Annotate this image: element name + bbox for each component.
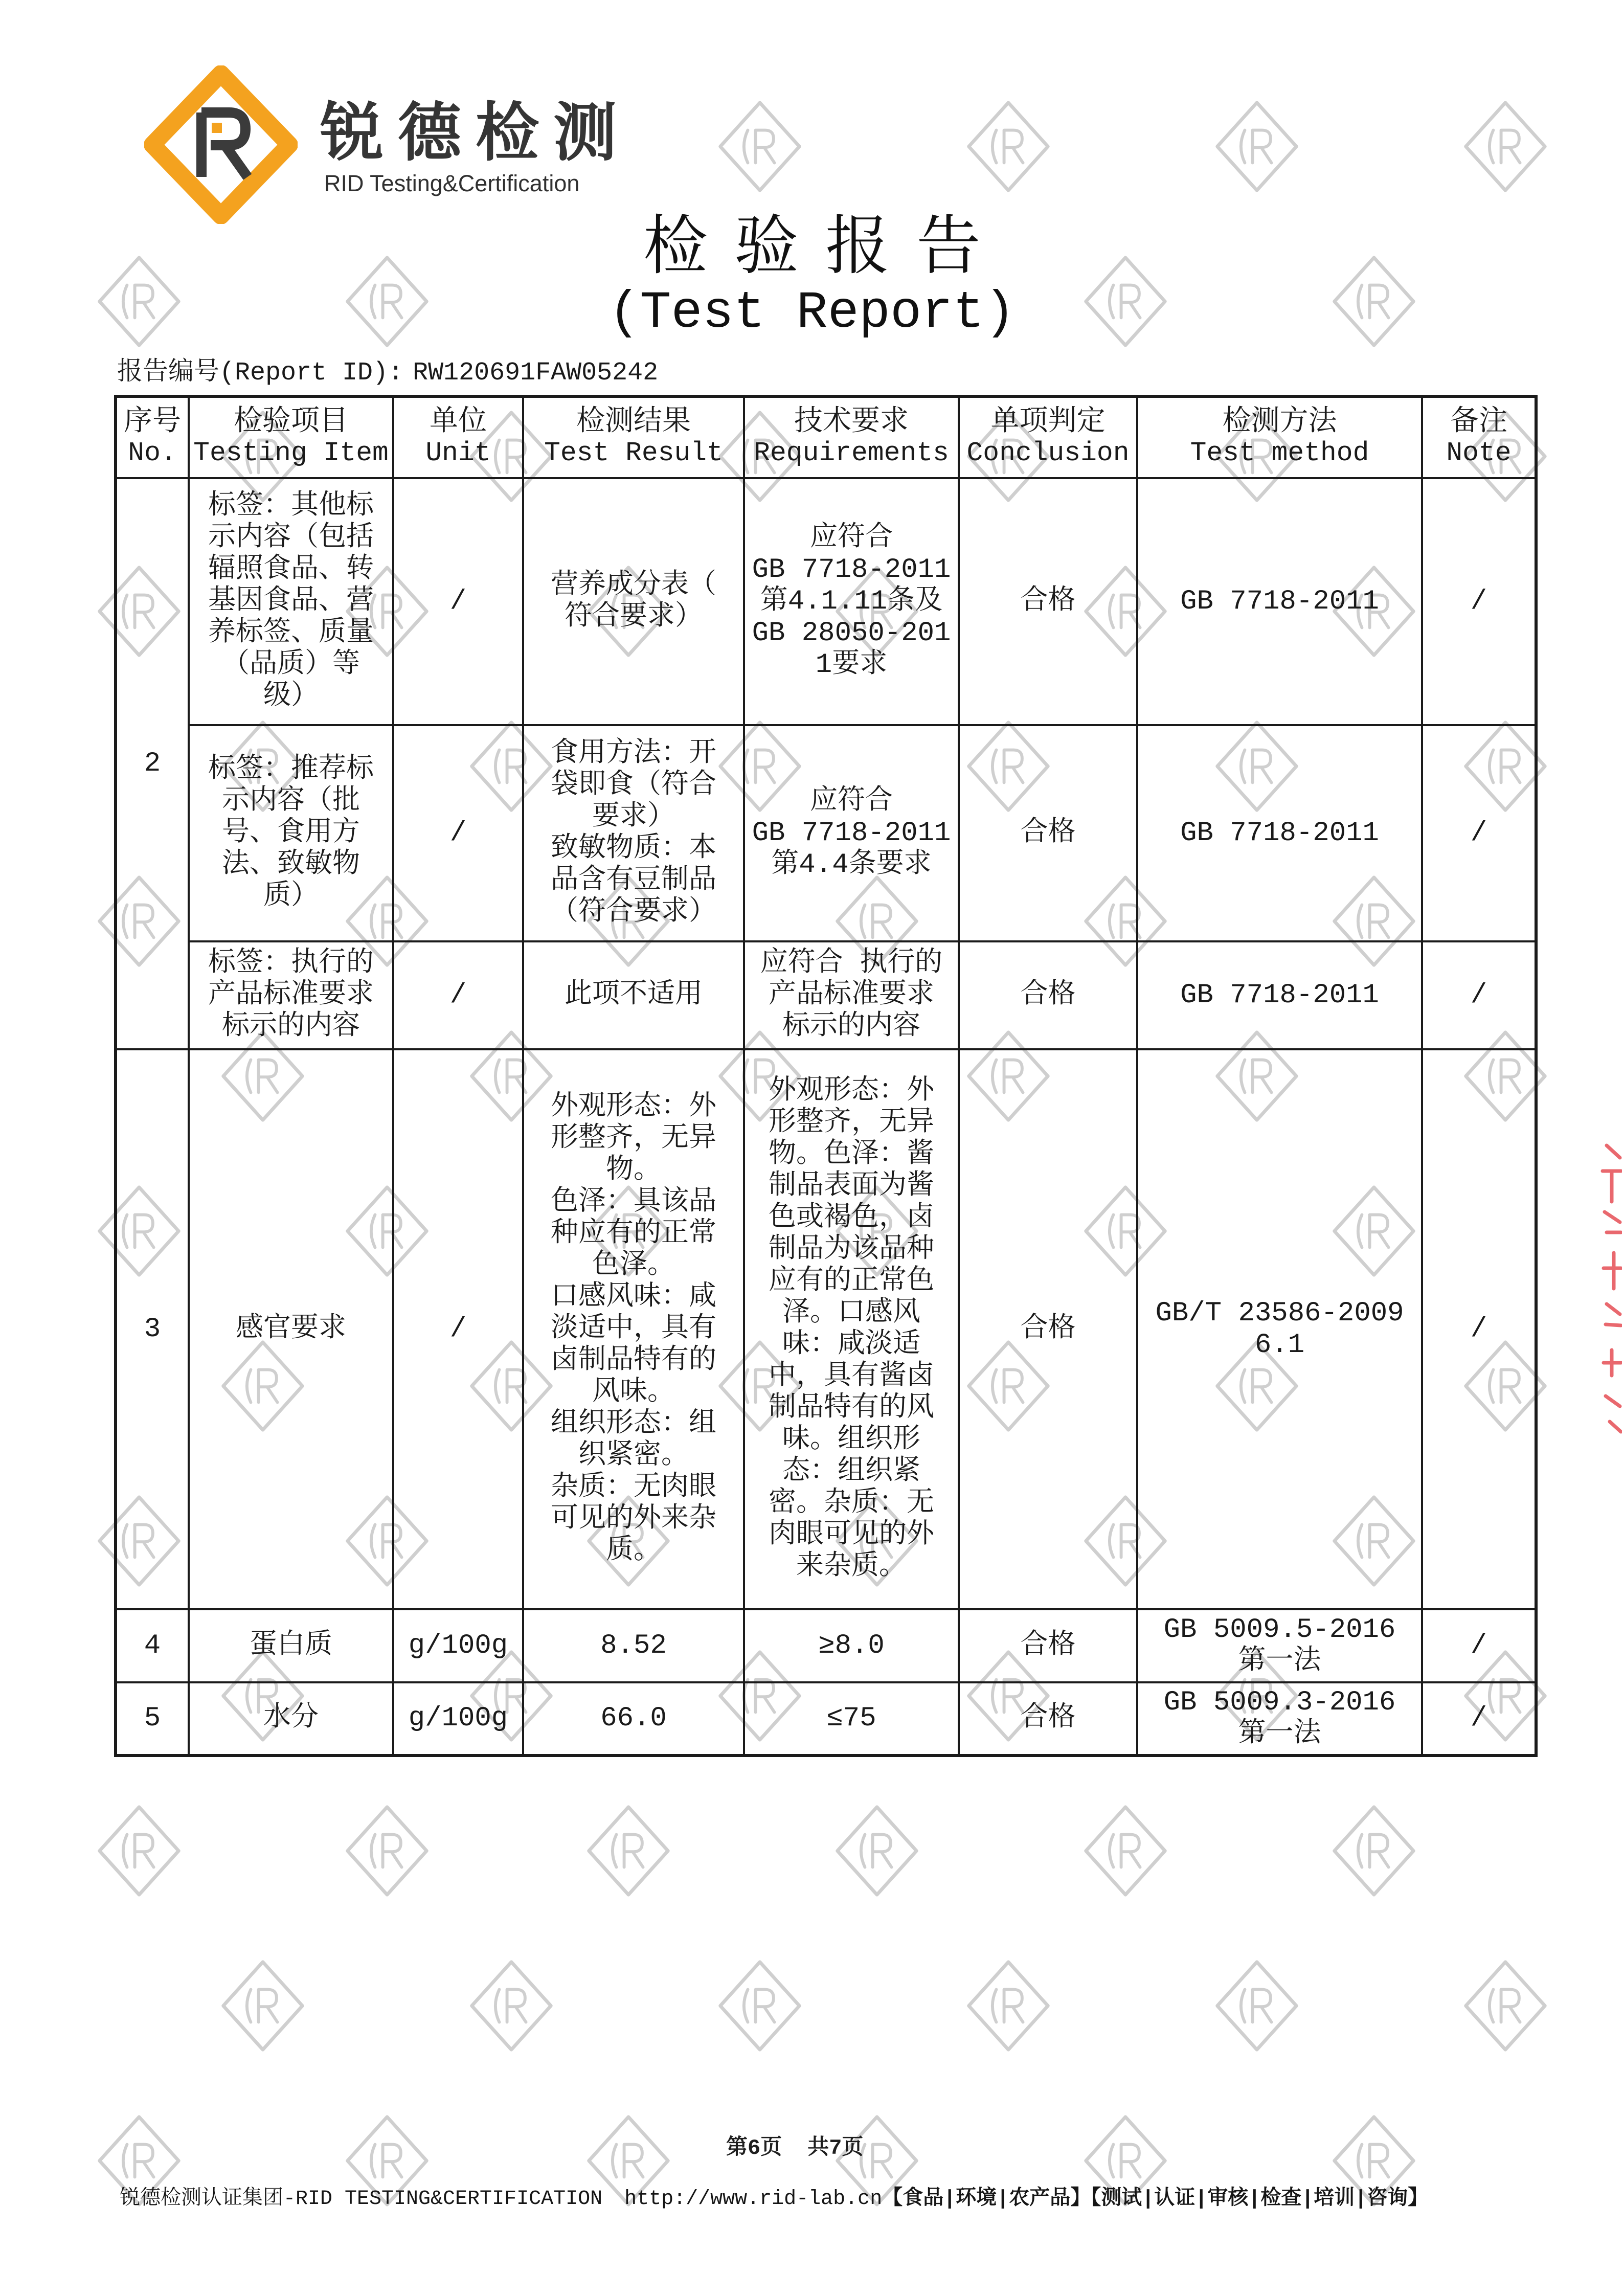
cell-note-line: /	[1470, 1703, 1487, 1734]
cell-requirement-line: 第4.1.11条及	[760, 586, 943, 617]
cell-unit	[393, 478, 523, 725]
cell-conclusion	[959, 725, 1137, 941]
cell-requirement-line: 制品为该品种	[769, 1234, 934, 1266]
cell-result	[523, 1049, 744, 1609]
cell-note	[1422, 725, 1536, 941]
cell-method	[1137, 941, 1422, 1049]
table-row	[116, 478, 1536, 725]
column-header-cn: 检测结果	[576, 406, 691, 439]
cell-no-value: 5	[144, 1703, 161, 1734]
cell-requirement-line: 来杂质。	[796, 1551, 907, 1583]
cell-result	[523, 1682, 744, 1755]
cell-no-value: 4	[144, 1630, 161, 1661]
watermark-icon	[833, 1804, 920, 1898]
cell-requirement-line: 应有的正常色	[769, 1266, 934, 1297]
column-header-en: Note	[1446, 437, 1512, 468]
cell-requirement	[744, 725, 959, 941]
cell-requirement-line: 制品特有的风	[769, 1392, 934, 1424]
table-row	[116, 1682, 1536, 1755]
footer-url: http://www.rid-lab.cn	[624, 2188, 883, 2211]
footer-line	[120, 2187, 1428, 2212]
watermark-icon	[344, 1804, 431, 1898]
company-name-cn: 锐德检测	[320, 98, 631, 168]
cell-item	[189, 725, 393, 941]
company-name-en: RID Testing&Certification	[324, 170, 580, 196]
cell-item-line: （品质）等	[222, 649, 360, 681]
cell-result-line: 可见的外来杂	[551, 1503, 716, 1535]
cell-result-line: 风味。	[592, 1377, 675, 1408]
cell-requirement-line: 应符合	[810, 522, 893, 554]
cell-note-line: /	[1470, 586, 1487, 617]
cell-item-line: 质）	[263, 881, 319, 912]
cell-unit-line: /	[449, 586, 467, 617]
cell-requirement	[744, 478, 959, 725]
cell-note	[1422, 1609, 1536, 1682]
cell-item	[189, 941, 393, 1049]
cell-method-line: GB 5009.3-2016	[1163, 1687, 1396, 1718]
cell-result-line: 质。	[606, 1535, 661, 1567]
cell-conclusion	[959, 478, 1137, 725]
cell-conclusion	[959, 1049, 1137, 1609]
watermark-icon	[1462, 99, 1549, 194]
cell-item-line: 标签：执行的	[208, 948, 374, 979]
column-header-no	[116, 396, 189, 478]
cell-requirement-line: 第4.4条要求	[771, 849, 932, 881]
cell-unit-line: g/100g	[408, 1630, 508, 1661]
cell-note	[1422, 1049, 1536, 1609]
cell-requirement-line: 应符合 执行的	[760, 948, 943, 979]
table-row	[116, 941, 1536, 1049]
cell-requirement-line: 密。杂质：无	[769, 1488, 934, 1519]
watermark-icon	[1330, 1804, 1417, 1898]
table-body	[116, 478, 1536, 1755]
cell-item-line: 标签：其他标	[208, 490, 374, 522]
column-header-cn: 技术要求	[794, 406, 909, 439]
watermark-icon	[716, 1959, 803, 2053]
cell-method-line: GB 7718-2011	[1180, 979, 1379, 1011]
cell-result-line: （符合要求）	[551, 896, 716, 928]
cell-requirement-line: 形整齐，无异	[769, 1107, 934, 1139]
cell-unit	[393, 1682, 523, 1755]
cell-requirement	[744, 1049, 959, 1609]
cell-method	[1137, 1682, 1422, 1755]
column-header-conclusion	[959, 396, 1137, 478]
cell-method-line: GB 7718-2011	[1180, 817, 1379, 849]
footer-services-types: 【测试|认证|审核|检查|培训|咨询】	[1091, 2188, 1429, 2211]
edge-seal-stamp	[1591, 1135, 1622, 1452]
cell-result-line: 66.0	[600, 1703, 667, 1734]
column-header-test-result	[523, 396, 744, 478]
report-id-value: RW120691FAW05242	[413, 358, 659, 388]
table-row	[116, 725, 1536, 941]
column-header-en: Test method	[1190, 437, 1369, 468]
cell-method	[1137, 1609, 1422, 1682]
cell-item	[189, 1049, 393, 1609]
footer-services-fields: 【食品|环境|农产品】	[882, 2188, 1091, 2211]
cell-result-line: 8.52	[600, 1630, 667, 1661]
cell-result-line: 组织形态：组	[551, 1408, 716, 1440]
watermark-icon	[468, 1959, 555, 2053]
page-number-current: 第6页	[726, 2136, 782, 2160]
cell-result-line: 此项不适用	[565, 979, 703, 1011]
cell-result-line: 致敏物质：本	[551, 833, 716, 865]
watermark-icon	[219, 1959, 306, 2053]
column-header-en: Test Result	[544, 437, 723, 468]
cell-requirement-line: 标示的内容	[782, 1011, 920, 1043]
cell-note-line: /	[1470, 817, 1487, 849]
watermark-icon	[1082, 1804, 1169, 1898]
cell-no	[116, 1609, 189, 1682]
column-header-cn: 单项判定	[990, 406, 1106, 439]
cell-unit	[393, 725, 523, 941]
cell-requirement-line: 中，具有酱卤	[769, 1361, 934, 1392]
cell-item-line: 级）	[263, 681, 319, 712]
cell-item-line: 号、食用方	[222, 817, 360, 849]
cell-result	[523, 1609, 744, 1682]
cell-conclusion	[959, 1682, 1137, 1755]
cell-conclusion	[959, 941, 1137, 1049]
report-id-label: 报告编号(Report ID):	[117, 358, 404, 388]
column-header-unit	[393, 396, 523, 478]
cell-item	[189, 1609, 393, 1682]
cell-item-line: 养标签、质量	[208, 617, 374, 649]
column-header-testing-item	[189, 396, 393, 478]
table-header-row	[116, 396, 1536, 478]
cell-method-line: 第一法	[1238, 1719, 1321, 1750]
watermark-icon	[716, 99, 803, 194]
watermark-icon	[1213, 99, 1300, 194]
cell-requirement-line: 态：组织紧	[782, 1456, 920, 1488]
cell-requirement-line: 味：咸淡适	[782, 1329, 920, 1361]
column-header-note	[1422, 396, 1536, 478]
cell-result-line: 形整齐，无异	[551, 1123, 716, 1155]
rid-logo-icon	[144, 65, 298, 224]
cell-conclusion-line: 合格	[1020, 1313, 1076, 1345]
cell-result-line: 外观形态：外	[551, 1091, 716, 1123]
report-id-line	[117, 358, 658, 389]
table-row	[116, 1049, 1536, 1609]
column-header-test-method	[1137, 396, 1422, 478]
cell-requirement-line: 肉眼可见的外	[769, 1519, 934, 1551]
cell-item	[189, 1682, 393, 1755]
cell-result	[523, 941, 744, 1049]
cell-unit	[393, 1609, 523, 1682]
cell-item-line: 感官要求	[236, 1313, 346, 1345]
cell-requirement-line: ≤75	[826, 1703, 876, 1734]
cell-item-line: 标示的内容	[222, 1011, 360, 1043]
test-results-table	[114, 395, 1538, 1757]
footer-company: 锐德检测认证集团-RID TESTING&CERTIFICATION	[120, 2188, 603, 2211]
cell-result-line: 要求）	[592, 801, 675, 833]
report-title-cn: 检验报告	[643, 211, 1007, 282]
cell-note	[1422, 1682, 1536, 1755]
cell-no-value: 3	[144, 1313, 161, 1345]
column-header-en: No.	[128, 437, 177, 468]
cell-requirement-line: GB 28050-201	[752, 617, 951, 649]
cell-item-line: 水分	[263, 1703, 319, 1734]
cell-unit	[393, 1049, 523, 1609]
watermark-icon	[96, 1804, 183, 1898]
page-number	[726, 2135, 863, 2161]
cell-item-line: 法、致敏物	[222, 849, 360, 881]
column-header-requirements	[744, 396, 959, 478]
cell-method	[1137, 725, 1422, 941]
cell-conclusion-line: 合格	[1020, 586, 1076, 617]
column-header-en: Requirements	[754, 437, 949, 468]
cell-no	[116, 1682, 189, 1755]
cell-result-line: 杂质：无肉眼	[551, 1472, 716, 1503]
cell-method-line: 第一法	[1238, 1646, 1321, 1677]
column-header-en: Conclusion	[966, 437, 1130, 468]
column-header-cn: 单位	[430, 406, 487, 439]
cell-requirement	[744, 1682, 959, 1755]
cell-unit-line: /	[449, 1313, 467, 1345]
cell-result-line: 食用方法：开	[551, 738, 716, 770]
cell-conclusion-line: 合格	[1020, 1630, 1076, 1661]
cell-result-line: 种应有的正常	[551, 1218, 716, 1250]
cell-requirement-line: 外观形态：外	[769, 1075, 934, 1107]
watermark-icon	[965, 99, 1052, 194]
cell-method-line: GB/T 23586-2009	[1155, 1297, 1404, 1329]
cell-requirement-line: ≥8.0	[818, 1630, 885, 1661]
cell-item	[189, 478, 393, 725]
cell-note	[1422, 478, 1536, 725]
cell-result-line: 营养成分表（	[551, 570, 716, 601]
cell-conclusion-line: 合格	[1020, 1703, 1076, 1734]
cell-no	[116, 478, 189, 1049]
cell-note	[1422, 941, 1536, 1049]
cell-requirement-line: 色或褐色，卤	[769, 1202, 934, 1234]
cell-conclusion-line: 合格	[1020, 979, 1076, 1011]
cell-unit-line: g/100g	[408, 1703, 508, 1734]
cell-unit-line: /	[449, 979, 467, 1011]
column-header-cn: 备注	[1450, 406, 1507, 439]
cell-result-line: 织紧密。	[578, 1440, 689, 1472]
cell-unit	[393, 941, 523, 1049]
cell-requirement-line: 产品标准要求	[769, 979, 934, 1011]
cell-result-line: 口感风味：咸	[551, 1281, 716, 1313]
cell-note-line: /	[1470, 1630, 1487, 1661]
cell-result	[523, 478, 744, 725]
cell-item-line: 标签：推荐标	[208, 754, 374, 785]
cell-note-line: /	[1470, 1313, 1487, 1345]
cell-result-line: 色泽。	[592, 1250, 675, 1281]
column-header-en: Unit	[425, 437, 491, 468]
column-header-cn: 检验项目	[234, 406, 348, 439]
cell-method	[1137, 1049, 1422, 1609]
cell-note-line: /	[1470, 979, 1487, 1011]
cell-result-line: 袋即食（符合	[551, 770, 716, 801]
cell-conclusion	[959, 1609, 1137, 1682]
column-header-en: Testing Item	[193, 437, 389, 468]
cell-method	[1137, 478, 1422, 725]
cell-requirement-line: 应符合	[810, 785, 893, 817]
cell-no	[116, 1049, 189, 1609]
cell-result-line: 品含有豆制品	[551, 865, 716, 896]
cell-result-line: 淡适中，具有	[551, 1313, 716, 1345]
watermark-icon	[1213, 1959, 1300, 2053]
cell-no-value: 2	[144, 748, 161, 779]
cell-item-line: 蛋白质	[250, 1630, 332, 1661]
column-header-cn: 序号	[124, 406, 181, 439]
cell-item-line: 辐照食品、转	[208, 554, 374, 586]
cell-item-line: 产品标准要求	[208, 979, 374, 1011]
column-header-cn: 检测方法	[1222, 406, 1337, 439]
cell-conclusion-line: 合格	[1020, 817, 1076, 849]
cell-requirement-line: 制品表面为酱	[769, 1170, 934, 1202]
table-row	[116, 1609, 1536, 1682]
cell-result-line: 卤制品特有的	[551, 1345, 716, 1377]
cell-requirement-line: GB 7718-2011	[752, 554, 951, 586]
cell-requirement-line: GB 7718-2011	[752, 817, 951, 849]
report-title-en: (Test Report)	[608, 283, 1016, 343]
cell-requirement-line: 味。组织形	[782, 1424, 920, 1456]
cell-requirement-line: 物。色泽：酱	[769, 1139, 934, 1170]
cell-requirement-line: 泽。口感风	[782, 1297, 920, 1329]
cell-method-line: 6.1	[1254, 1329, 1305, 1361]
cell-result	[523, 725, 744, 941]
cell-item-line: 示内容（批	[222, 785, 360, 817]
cell-requirement	[744, 1609, 959, 1682]
cell-method-line: GB 7718-2011	[1180, 586, 1379, 617]
cell-requirement	[744, 941, 959, 1049]
watermark-icon	[1462, 1959, 1549, 2053]
cell-result-line: 物。	[606, 1155, 661, 1186]
cell-requirement-line: 1要求	[815, 649, 888, 681]
watermark-icon	[585, 1804, 672, 1898]
watermark-icon	[965, 1959, 1052, 2053]
cell-result-line: 符合要求）	[565, 601, 703, 633]
cell-method-line: GB 5009.5-2016	[1163, 1614, 1396, 1646]
cell-item-line: 基因食品、营	[208, 586, 374, 617]
cell-item-line: 示内容（包括	[208, 522, 374, 554]
cell-result-line: 色泽：具该品	[551, 1186, 716, 1218]
cell-unit-line: /	[449, 817, 467, 849]
page-number-total: 共7页	[807, 2136, 864, 2160]
